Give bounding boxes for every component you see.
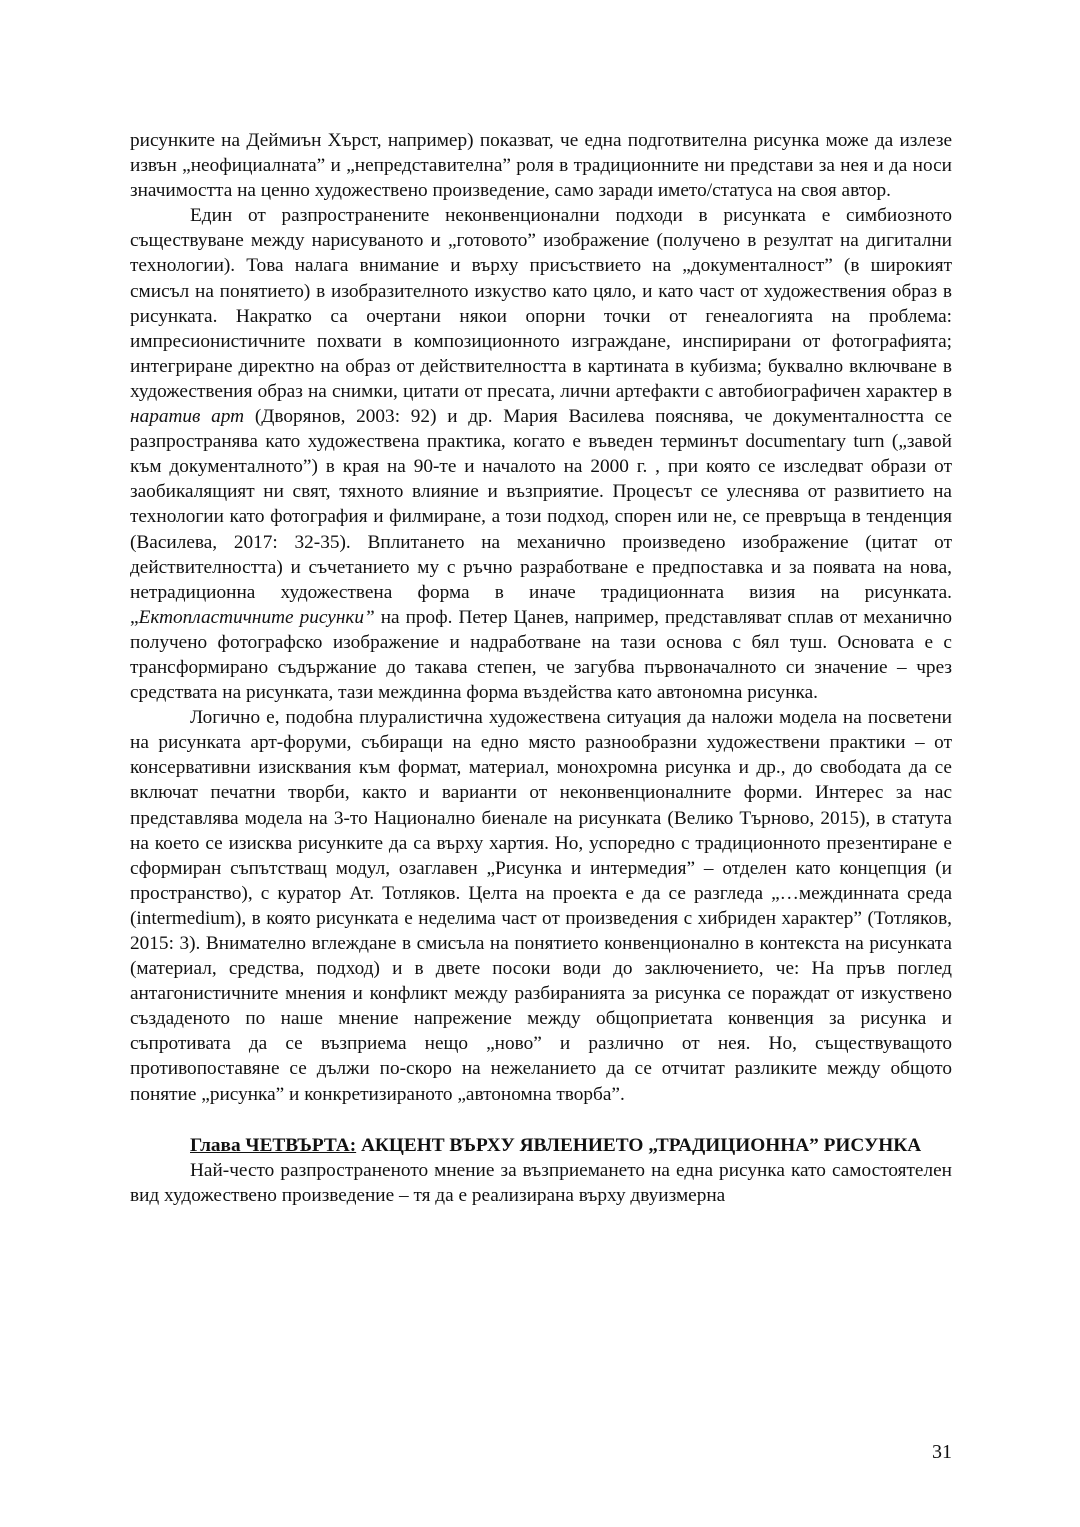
paragraph-hirst-continuation: рисунките на Деймиън Хърст, например) показват, че една подготвителна рисунка може да излезе извън „неофициалната” и „непредставителна” роля в традиционните ни представи за нея и да носи значимостта на ценно художествено произведение, само заради името/статуса на своя автор. bbox=[130, 130, 952, 202]
term-ectoplastic-drawings: Ектопластичните рисунки” bbox=[138, 606, 375, 628]
paragraph-documentality bbox=[130, 203, 952, 705]
paragraph-pluralistic-situation: Логично е, подобна плуралистична художествена ситуация да наложи модела на посветени на рисунката арт-форуми, събиращи на едно място разнообразни художествени практики – от консервативни изисквания към формат, материал, монохромна рисунка и др., до свободата да се включат печатни творби, както и варианти от неконвенционалните форми. Интерес за нас представлява модела на 3-то Национално биенале на рисунката (Велико Търново, 2015), в статута на което се изисква рисунките да са върху хартия. Но, успоредно с традиционното презентиране е сформиран съпътстващ модул, озаглавен „Рисунка и интермедия” – отделен като концепция (и пространство), с куратор Ат. Тотляков. Целта на проекта е да се разгледа „…междинната среда (intermedium), в която рисунката е неделима част от произведения с хибриден характер” (Тотляков, 2015: 3). Внимателно вглеждане в смисъла на понятието конвенционално в контекста на рисунката (материал, средства, подход) и в двете посоки води до заключението, че: На пръв поглед антагонистичните мнения и конфликт между разбиранията за рисунка се пораждат от изкуствено създаденото по наше мнение напрежение между общоприетата конвенция за рисунка и съпротивата да се възприема нещо „ново” и различно от нея. Но, съществуващото противопоставяне се дължи по-скоро на нежеланието да се отчитат разликите между общото понятие „рисунка” и конкретизираното „автономна творба”. bbox=[130, 707, 952, 1105]
paragraph-documentality-part-3: на проф. Петер Цанев, например, представляват сплав от механично получено фотографско изображение и надработване на тази основа с бял туш. Основата е с трансформирано съдържание до такава степен, че загубва първоначалното си значение – чрез средствата на рисунката, тази междинна форма въздейства като автономна рисунка. bbox=[130, 606, 952, 704]
chapter-heading-title: АКЦЕНТ ВЪРХУ ЯВЛЕНИЕТО „ТРАДИЦИОННА” РИСУНКА bbox=[356, 1134, 922, 1156]
paragraph-chapter-opening: Най-често разпространеното мнение за възприемането на една рисунка като самостоятелен вид художествено произведение – тя да е реализирана върху двуизмерна bbox=[130, 1159, 952, 1206]
paragraph-documentality-part-1: Един от разпространените неконвенционални подходи в рисунката е симбиозното съществуване между нарисуваното и „готовото” изображение (получено в резултат на дигитални технологии). Това налага внимание и върху присъствието на „документалност” (в широкият смисъл на понятието) в изобразителното изкуство като цяло, и като част от художествения образ в рисунката. Накратко са очертани някои опорни точки от генеалогията на проблема: импресионистичните похвати в композиционното изграждане, инспирирани от фотографията; интегриране директно на образ от действителността в картината в кубизма; буквално включване в художествения образ на снимки, цитати от пресата, лични артефакти с автобиографичен характер в bbox=[130, 205, 952, 402]
page-number: 31 bbox=[932, 1441, 952, 1463]
paragraph-documentality-part-2: (Дворянов, 2003: 92) и др. Мария Василева пояснява, че документалността се разпространява като художествена практика, когато е въведен терминът documentary turn („завой към документалното”) в края на 90-те и началото на 2000 г. , при която се изследват образи от заобикалящият ни свят, тяхното влияние и възприятие. Процесът се улеснява от развитието на технологии като фотография и филмиране, а този подход, спорен или не, се превръща в тенденция (Василева, 2017: 32-35). Вплитането на механично произведено изображение (цитат от действителността) и съчетанието му с ръчно разработване е предпоставка и за появата на нова, нетрадиционна художествена форма в иначе традиционната визия на рисунката. „ bbox=[130, 406, 952, 628]
chapter-heading bbox=[130, 1133, 952, 1158]
term-narrative-art: наратив арт bbox=[130, 406, 245, 428]
document-page bbox=[130, 128, 952, 1208]
chapter-heading-label: Глава ЧЕТВЪРТА: bbox=[190, 1134, 357, 1156]
